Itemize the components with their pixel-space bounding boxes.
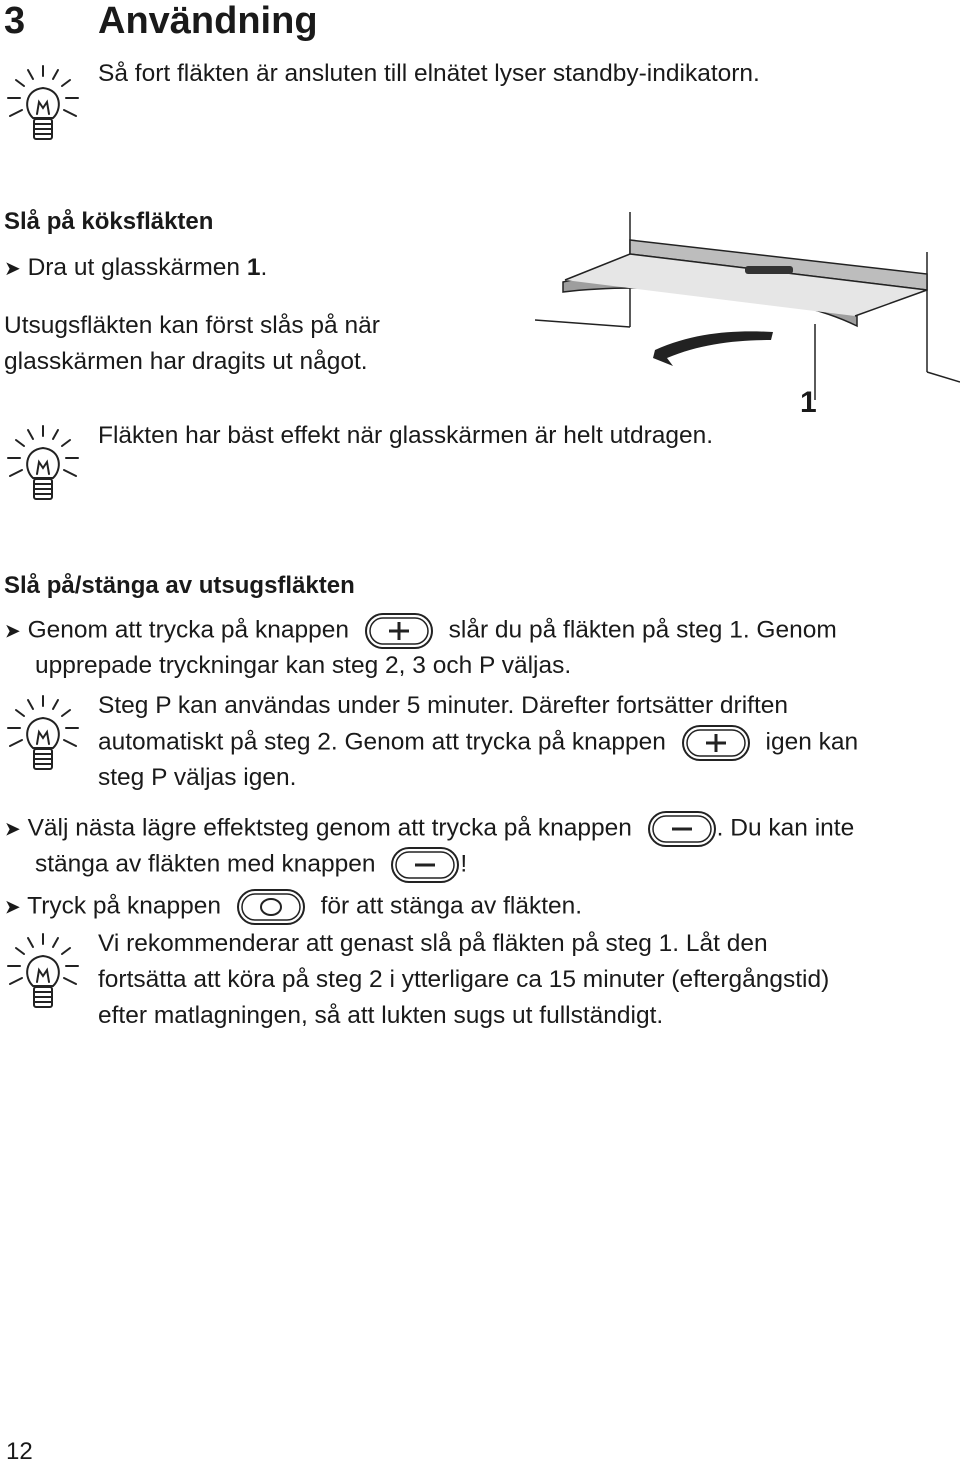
bullet-arrow-icon: ➤ xyxy=(4,818,21,841)
note-line-2: glasskärmen har dragits ut något. xyxy=(4,348,368,375)
minus-button-icon xyxy=(390,846,460,884)
bullet-arrow-icon: ➤ xyxy=(4,896,21,919)
lightbulb-tip-icon xyxy=(2,930,84,1012)
plus-button-icon xyxy=(364,612,434,650)
bullet-arrow-icon: ➤ xyxy=(4,620,21,643)
chapter-number: 3 xyxy=(4,0,26,42)
step-minus-line-2: stänga av fläkten med knappen ! xyxy=(35,846,467,884)
section-heading-on-off: Slå på/stänga av utsugsfläkten xyxy=(4,572,355,599)
bullet-arrow-icon: ➤ xyxy=(4,258,21,280)
note-line-1: Utsugsfläkten kan först slås på när xyxy=(4,312,380,339)
step-plus-line-2: upprepade tryckningar kan steg 2, 3 och P väljas. xyxy=(35,652,572,679)
step-pull-screen: ➤ Dra ut glasskärmen 1. xyxy=(4,254,268,281)
tip-step-p-line-3: steg P väljas igen. xyxy=(98,764,297,791)
hood-illustration xyxy=(535,212,960,422)
figure-label: 1 xyxy=(800,386,817,419)
off-button-icon xyxy=(236,888,306,926)
tip-standby: Så fort fläkten är ansluten till elnätet lyser standby-indikatorn. xyxy=(98,60,760,87)
tip-step-p-line-1: Steg P kan användas under 5 minuter. Därefter fortsätter driften xyxy=(98,692,789,719)
step-minus-line: ➤ Välj nästa lägre effektsteg genom att trycka på knappen . Du kan inte xyxy=(4,810,854,848)
figure-ref: 1 xyxy=(246,254,261,281)
step-plus-line: ➤ Genom att trycka på knappen slår du på fläkten på steg 1. Genom xyxy=(4,612,837,650)
tip-screen-effect: Fläkten har bäst effekt när glasskärmen är helt utdragen. xyxy=(98,422,714,449)
tip-step-p-line-2: automatiskt på steg 2. Genom att trycka på knappen igen kan xyxy=(98,724,858,762)
tip-recommend-line-2: fortsätta att köra på steg 2 i ytterligare ca 15 minuter (eftergångstid) xyxy=(98,966,830,993)
tip-recommend-line-1: Vi rekommenderar att genast slå på fläkten på steg 1. Låt den xyxy=(98,930,768,957)
minus-button-icon xyxy=(647,810,717,848)
page-number: 12 xyxy=(6,1438,33,1465)
tip-recommend-line-3: efter matlagningen, så att lukten sugs ut fullständigt. xyxy=(98,1002,664,1029)
lightbulb-tip-icon xyxy=(2,422,84,504)
step-off-line: ➤ Tryck på knappen för att stänga av fläkten. xyxy=(4,888,582,926)
plus-button-icon xyxy=(681,724,751,762)
chapter-title: Användning xyxy=(98,0,318,42)
lightbulb-tip-icon xyxy=(2,692,84,774)
section-heading-turn-on: Slå på köksfläkten xyxy=(4,208,214,235)
lightbulb-tip-icon xyxy=(2,62,84,144)
